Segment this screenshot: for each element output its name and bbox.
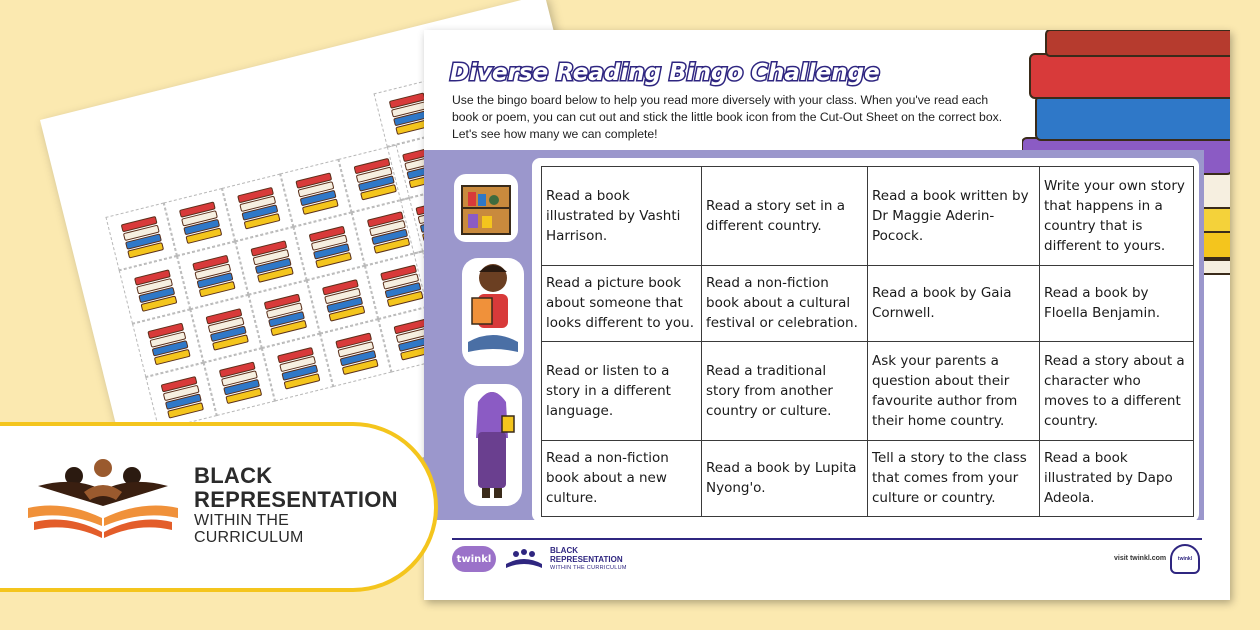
bingo-cell[interactable]: Tell a story to the class that comes from your culture or country. — [868, 440, 1040, 516]
bingo-cell[interactable]: Read a book by Floella Benjamin. — [1040, 265, 1194, 341]
girl-with-book-sticker — [462, 382, 524, 508]
quality-badge: twinkl — [1170, 544, 1200, 574]
bingo-cell[interactable]: Read a book by Gaia Cornwell. — [868, 265, 1040, 341]
footer-brand-line3: WITHIN THE CURRICULUM — [550, 565, 627, 571]
bingo-row — [542, 265, 1194, 341]
bingo-row — [542, 341, 1194, 440]
bingo-cell[interactable]: Read a non-fiction book about a new culture. — [542, 440, 702, 516]
bingo-grid — [541, 166, 1194, 517]
brand-wordmark — [194, 464, 398, 546]
bingo-cell[interactable]: Read a picture book about someone that looks different to you. — [542, 265, 702, 341]
bingo-cell[interactable]: Read a story about a character who moves to a different country. — [1040, 341, 1194, 440]
reading-child-sticker — [460, 256, 526, 368]
visit-link[interactable]: visit twinkl.com — [1114, 555, 1167, 562]
bingo-cell[interactable]: Read a book by Lupita Nyong'o. — [702, 440, 868, 516]
bingo-cell[interactable]: Read a book illustrated by Vashti Harrison. — [542, 167, 702, 266]
twinkl-logo: twinkl — [452, 546, 496, 572]
bingo-board — [532, 158, 1199, 522]
bingo-cell[interactable]: Read or listen to a story in a different language. — [542, 341, 702, 440]
brand-line4: CURRICULUM — [194, 529, 304, 546]
bookshelf-sticker — [450, 170, 522, 246]
footer-brand-line1: BLACK — [550, 546, 578, 555]
footer-brand-line2: REPRESENTATION — [550, 555, 623, 564]
brand-line3: WITHIN THE — [194, 512, 290, 529]
brand-line2: REPRESENTATION — [194, 487, 398, 512]
bingo-worksheet — [424, 30, 1230, 600]
worksheet-intro: Use the bingo board below to help you read more diversely with your class. When you've read each book or poem, you can cut out and stick the little book icon from the Cut-Out Sheet on the correct box. Let's see how many we can complete! — [452, 93, 1003, 141]
bingo-cell[interactable]: Ask your parents a question about their favourite author from their home country. — [868, 341, 1040, 440]
brand-small-logo-icon — [504, 546, 544, 572]
brand-line1: BLACK — [194, 463, 273, 488]
bingo-cell[interactable]: Read a book illustrated by Dapo Adeola. — [1040, 440, 1194, 516]
footer-brand-text — [550, 546, 627, 573]
bingo-cell[interactable]: Read a traditional story from another country or culture. — [702, 341, 868, 440]
footer-divider — [452, 538, 1202, 540]
bingo-row — [542, 440, 1194, 516]
bingo-cell[interactable]: Write your own story that happens in a country that is different to yours. — [1040, 167, 1194, 266]
black-representation-logo-icon — [24, 456, 182, 542]
bingo-cell[interactable]: Read a non-fiction book about a cultural festival or celebration. — [702, 265, 868, 341]
worksheet-title: Diverse Reading Bingo Challenge — [450, 60, 880, 86]
bingo-row — [542, 167, 1194, 266]
bingo-cell[interactable]: Read a story set in a different country. — [702, 167, 868, 266]
bingo-cell[interactable]: Read a book written by Dr Maggie Aderin-Pocock. — [868, 167, 1040, 266]
